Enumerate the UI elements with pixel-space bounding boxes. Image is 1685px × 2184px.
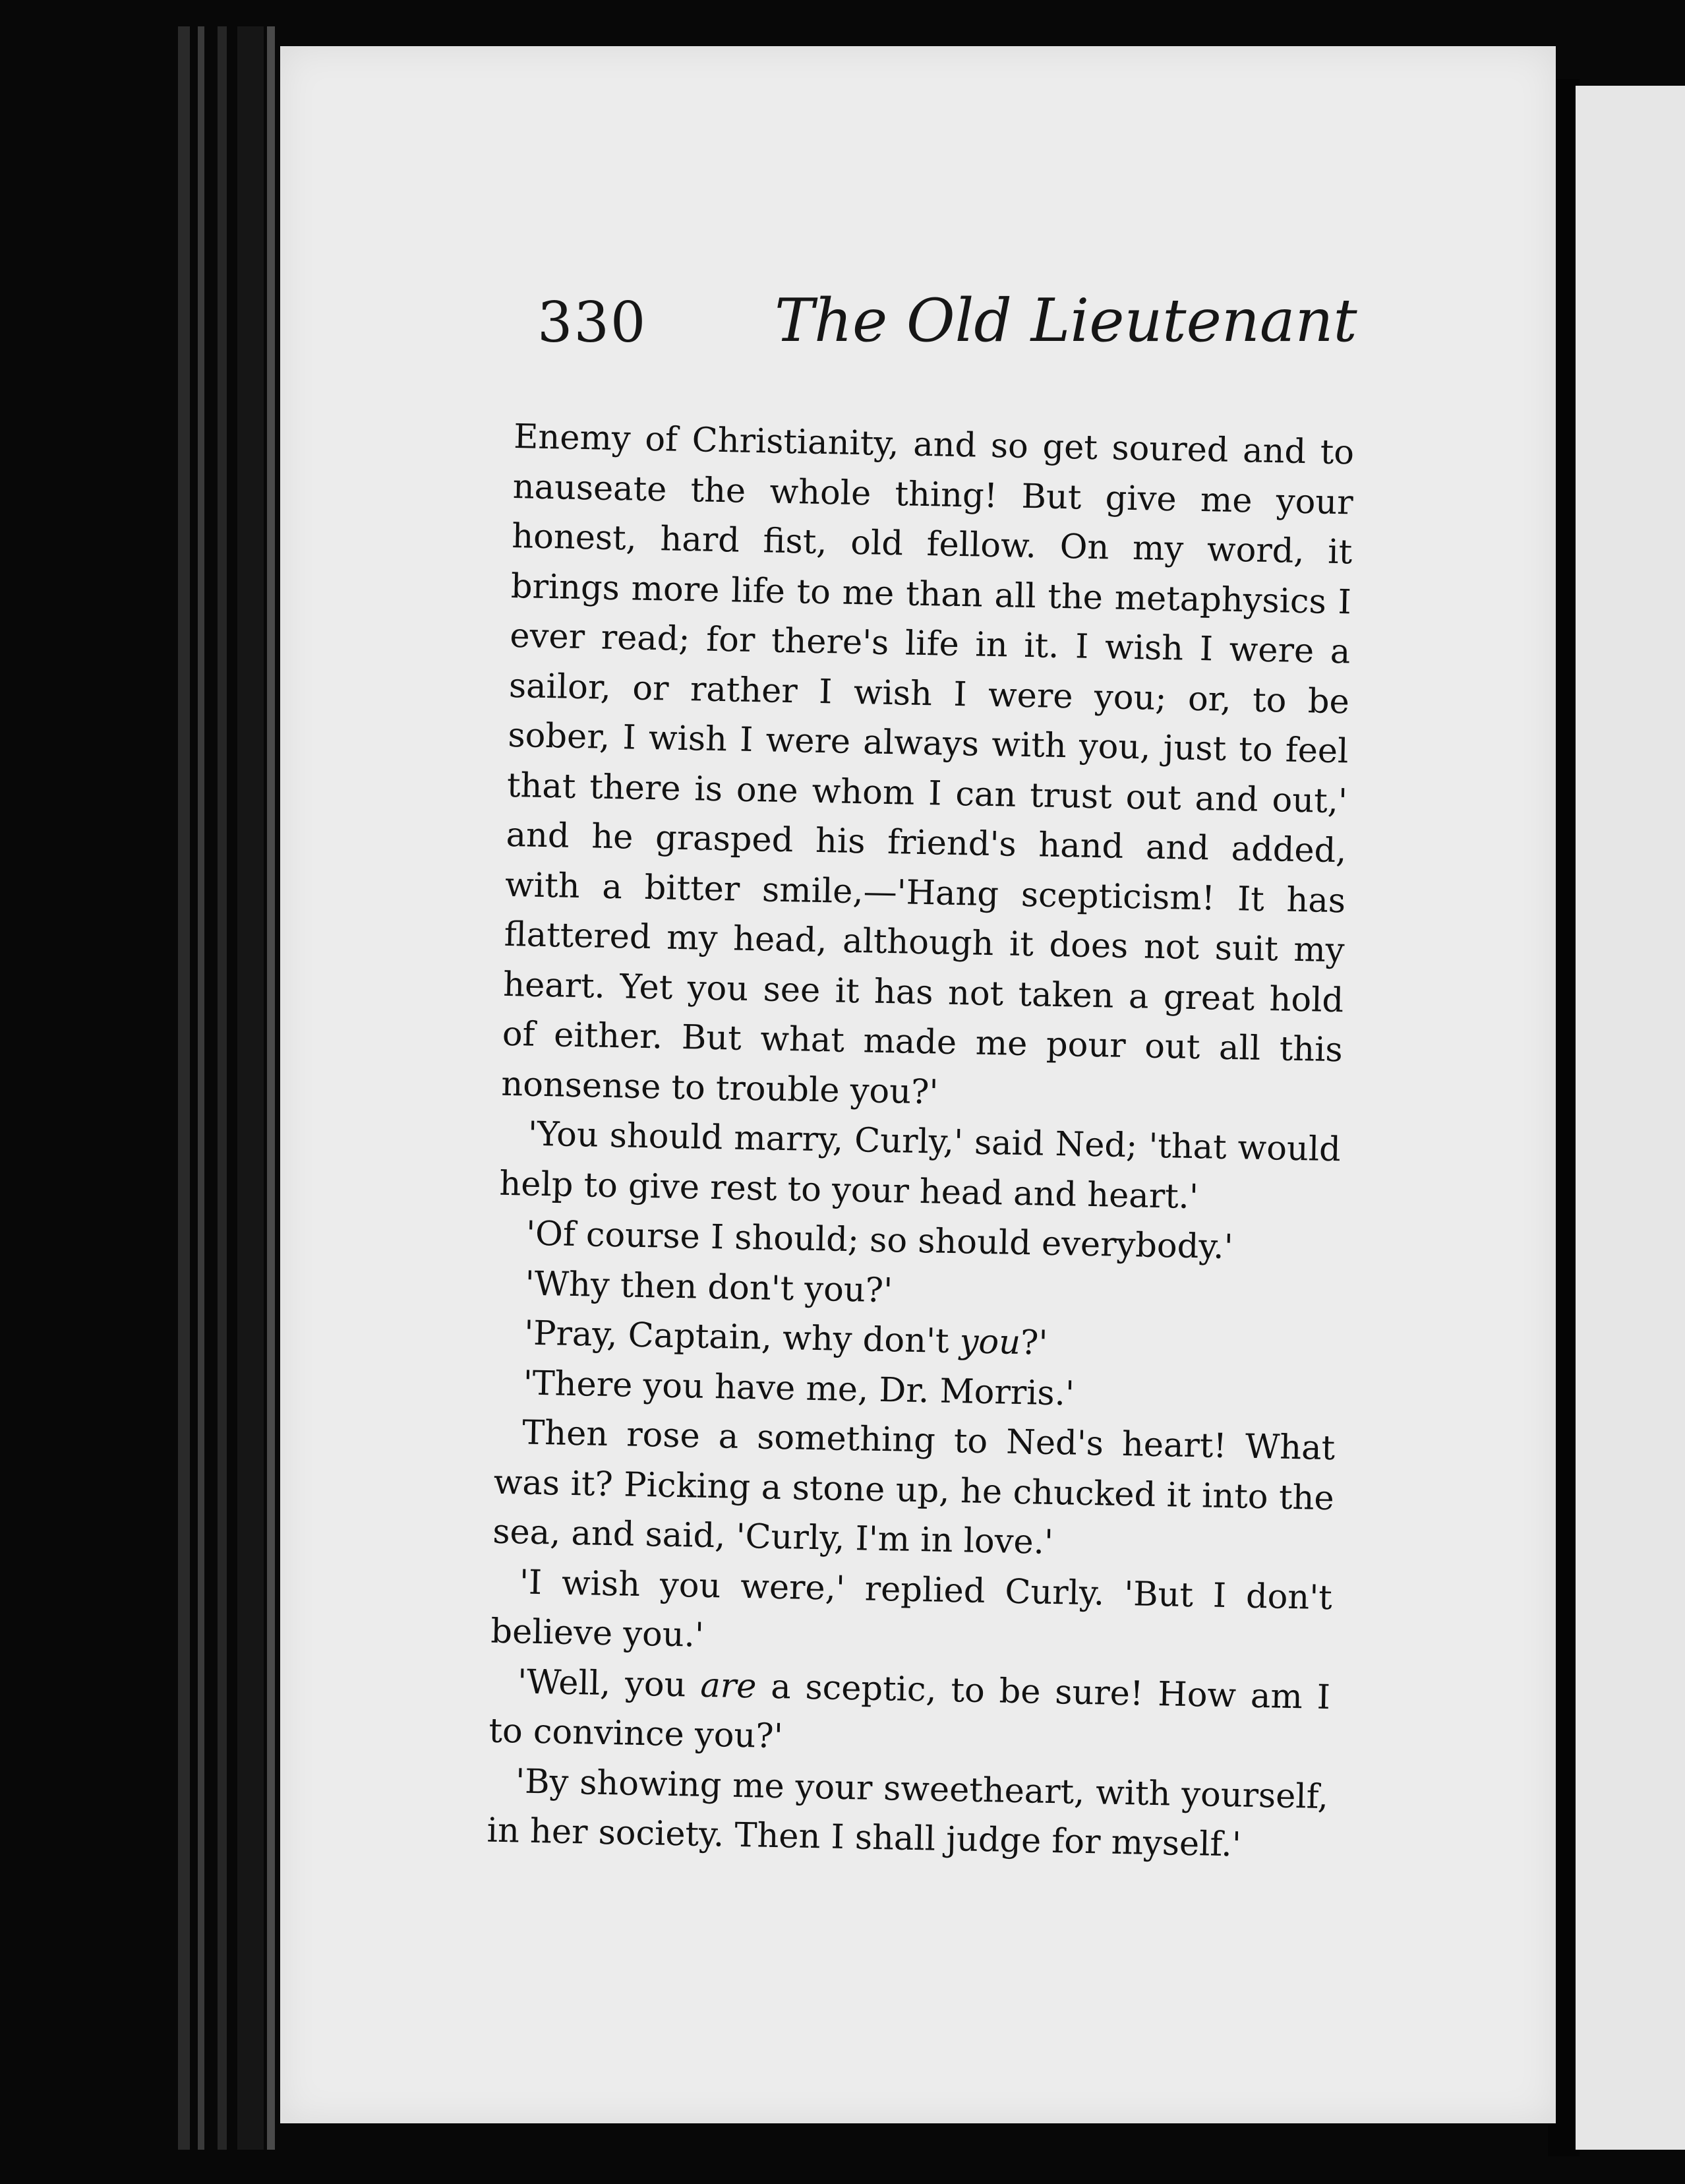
page-header [537, 286, 1460, 389]
text-run: 'Well, you [517, 1662, 701, 1705]
book-edge [198, 26, 204, 2150]
emphasis: you [959, 1322, 1021, 1362]
paragraph: 'There you have me, Dr. Morris.' [523, 1364, 1075, 1414]
book-page [280, 46, 1556, 2123]
paragraph: Enemy of Christianity, and so get soured and to nauseate the whole thing! But give me your honest, hard fist, old fellow. On my word, it brings more life to me than all the metaphysics I ever read; for there's life in it. I wish I were a sailor, or rather I wish I were you; or, to be sober, I wish I were always with you, just to feel that there is one whom I can trust out and out,' and he grasped his friend's hand and added, with a bitter smile,—'Hang scepticism! It has flattered my head, although it does not suit my heart. Yet you see it has not taken a great hold of either. But what made me pour out all this nonsense to trouble you?' [500, 417, 1355, 1112]
book-edge [218, 26, 227, 2150]
book-edge [178, 26, 190, 2150]
paragraph: 'Why then don't you?' [525, 1264, 893, 1310]
text-run: ?' [1020, 1323, 1048, 1363]
facing-page-edge [1576, 86, 1685, 2150]
paragraph: 'Of course I should; so should everybody.' [525, 1214, 1234, 1267]
paragraph: Then rose a something to Ned's heart! What was it? Picking a stone up, he chucked it into the sea, and said, 'Curly, I'm in love.' [492, 1413, 1336, 1563]
text-run: a sceptic, to be sure! How am I to convince you?' [488, 1666, 1331, 1757]
book-edge [237, 26, 264, 2150]
paragraph: 'I wish you were,' replied Curly. 'But I don't believe you.' [490, 1562, 1333, 1655]
paragraph: 'By showing me your sweetheart, with yourself, in her society. Then I shall judge for myself.' [487, 1761, 1329, 1865]
paragraph [488, 1656, 1331, 1772]
book-edge [267, 26, 275, 2150]
page-number: 330 [537, 290, 647, 355]
body-text [487, 412, 1355, 1872]
paragraph: 'You should marry, Curly,' said Ned; 'that would help to give rest to your head and heart.' [498, 1114, 1342, 1217]
running-head: The Old Lieutenant [775, 286, 1357, 355]
emphasis: are [699, 1666, 757, 1706]
text-run: 'Pray, Captain, why don't [523, 1314, 961, 1362]
